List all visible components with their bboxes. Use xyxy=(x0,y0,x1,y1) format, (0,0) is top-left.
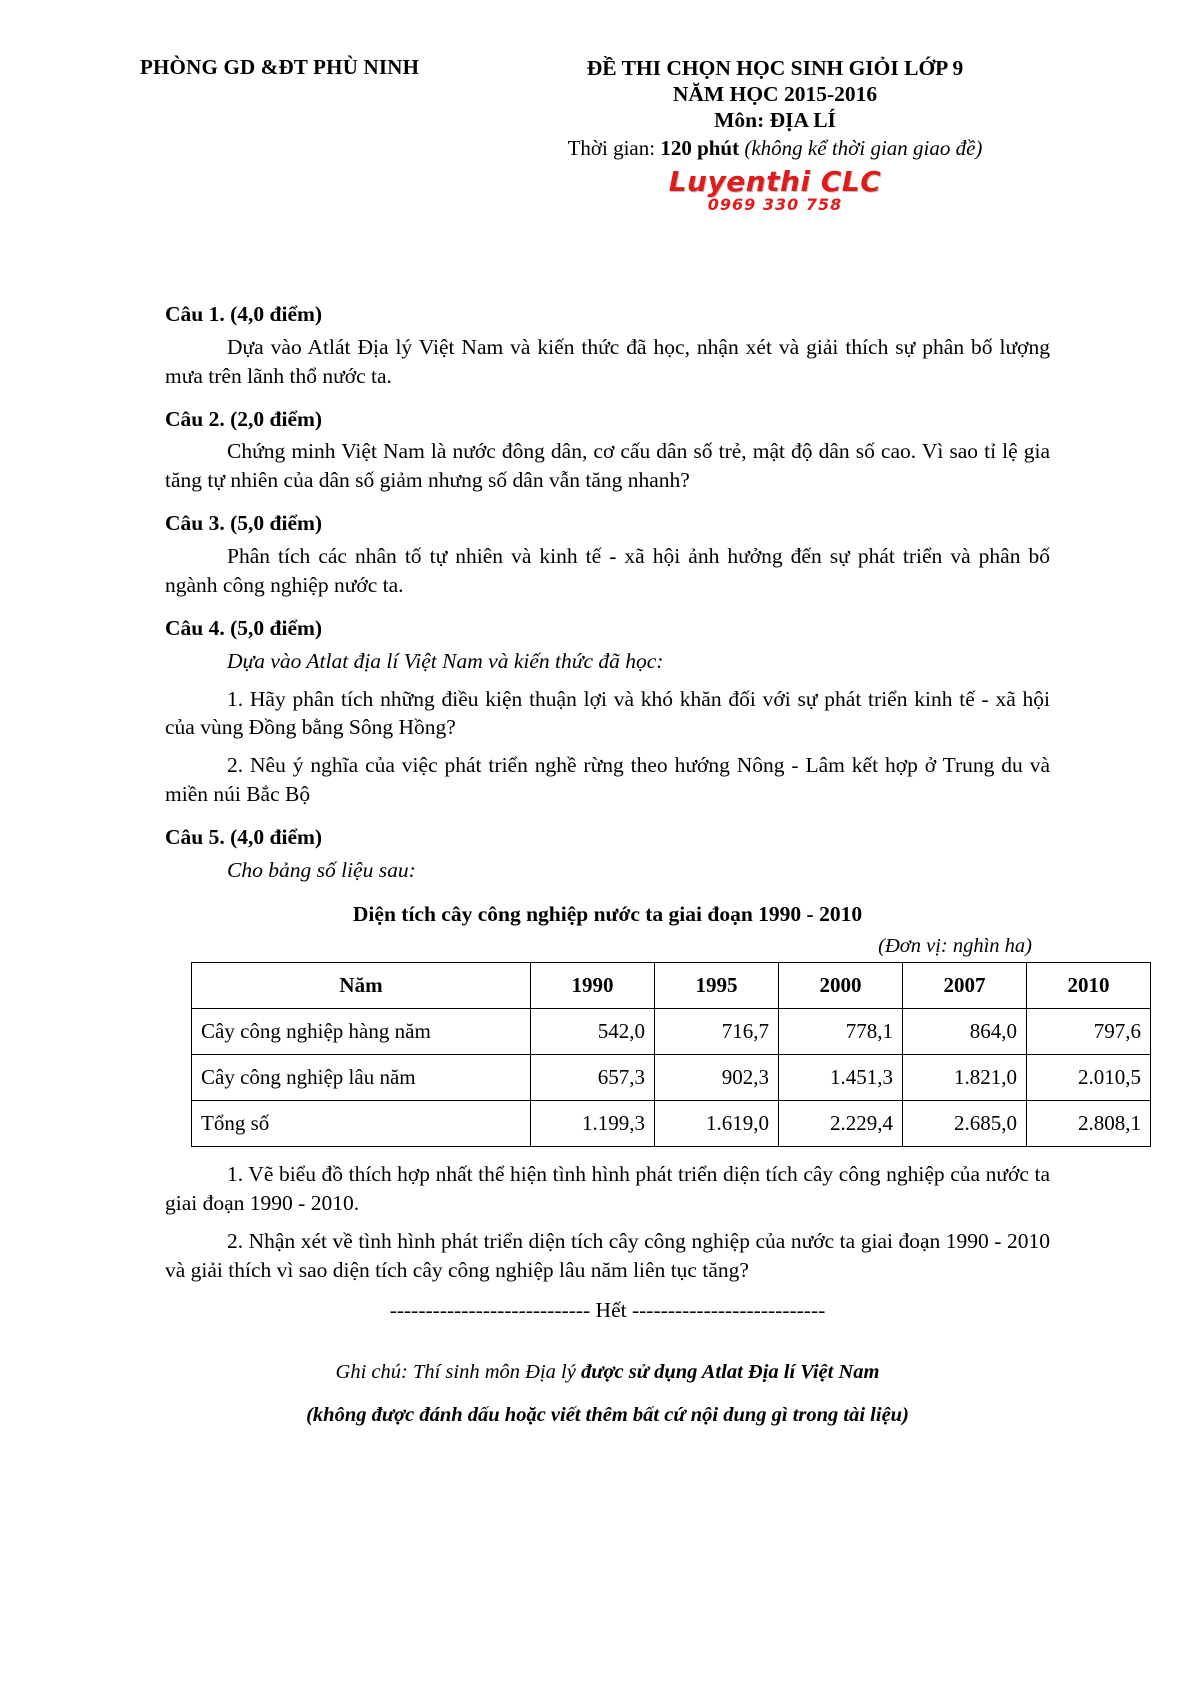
logo-brand-text: Luyenthi CLC xyxy=(668,165,882,198)
footer-note-atlas xyxy=(165,1357,1050,1388)
table-header-year-1990: 1990 xyxy=(531,962,655,1008)
cell-perennial-1995: 902,3 xyxy=(655,1054,779,1100)
logo-phone-number: 0969 330 758 xyxy=(707,195,843,214)
cell-total-1990: 1.199,3 xyxy=(531,1100,655,1146)
cell-total-2007: 2.685,0 xyxy=(903,1100,1027,1146)
question-1-heading: Câu 1. (4,0 điểm) xyxy=(165,302,323,326)
cell-annual-1990: 542,0 xyxy=(531,1008,655,1054)
exam-title-block xyxy=(470,55,1080,162)
data-table-unit: (Đơn vị: nghìn ha) xyxy=(878,934,1032,957)
table-row xyxy=(192,1008,1151,1054)
footer-notes xyxy=(165,1357,1050,1431)
cell-perennial-2010: 2.010,5 xyxy=(1027,1054,1151,1100)
cell-annual-2010: 797,6 xyxy=(1027,1008,1151,1054)
end-of-exam-marker: ---------------------------- Hết --------------------------- xyxy=(389,1298,826,1323)
question-4-heading: Câu 4. (5,0 điểm) xyxy=(165,615,323,640)
cell-total-2000: 2.229,4 xyxy=(779,1100,903,1146)
cell-perennial-2007: 1.821,0 xyxy=(903,1054,1027,1100)
cell-total-2010: 2.808,1 xyxy=(1027,1100,1151,1146)
duration-value: 120 phút xyxy=(660,135,740,160)
question-2-text: Chứng minh Việt Nam là nước đông dân, cơ cấu dân số trẻ, mật độ dân số cao. Vì sao tỉ lệ gia tăng tự nhiên của dân số giảm nhưng số dân vẫn tăng nhanh? xyxy=(165,439,1050,493)
question-5-item-1: 1. Vẽ biểu đồ thích hợp nhất thể hiện tình hình phát triển diện tích cây công nghiệp của nước ta giai đoạn 1990 - 2010. xyxy=(165,1161,1050,1215)
crop-area-table xyxy=(191,962,1151,1147)
exam-body xyxy=(165,300,1141,1431)
table-row xyxy=(192,1100,1151,1146)
question-3-text: Phân tích các nhân tố tự nhiên và kinh tế - xã hội ảnh hưởng đến sự phát triển và phân bố ngành công nghiệp nước ta. xyxy=(165,544,1050,597)
table-header-year-2010: 2010 xyxy=(1027,962,1151,1008)
cell-annual-2007: 864,0 xyxy=(903,1008,1027,1054)
question-5-heading: Câu 5. (4,0 điểm) xyxy=(165,825,323,850)
question-3-heading: Câu 3. (5,0 điểm) xyxy=(165,511,323,536)
row-label-annual-crops: Cây công nghiệp hàng năm xyxy=(192,1008,531,1054)
footer-note-emphasis: được sử dụng Atlat Địa lí Việt Nam xyxy=(580,1361,880,1384)
question-4-item-1: 1. Hãy phân tích những điều kiện thuận lợi và khó khăn đối với sự phát triển kinh tế - xã hội của vùng Đồng bằng Sông Hồng? xyxy=(165,686,1050,740)
school-year: NĂM HỌC 2015-2016 xyxy=(672,82,878,107)
table-header-year-2000: 2000 xyxy=(779,962,903,1008)
footer-note-prefix: Ghi chú: Thí sinh môn Địa lý xyxy=(335,1361,581,1384)
table-header-year-2007: 2007 xyxy=(903,962,1027,1008)
data-table-title: Diện tích cây công nghiệp nước ta giai đoạn 1990 - 2010 xyxy=(352,901,863,926)
cell-annual-1995: 716,7 xyxy=(655,1008,779,1054)
duration-note: (không kể thời gian giao đề) xyxy=(744,135,983,160)
exam-title: ĐỀ THI CHỌN HỌC SINH GIỎI LỚP 9 xyxy=(586,56,964,80)
row-label-perennial-crops: Cây công nghiệp lâu năm xyxy=(192,1054,531,1100)
footer-note-restriction: (không được đánh dấu hoặc viết thêm bất cứ nội dung gì trong tài liệu) xyxy=(306,1404,909,1427)
table-header-row xyxy=(192,962,1151,1008)
question-4-intro: Dựa vào Atlat địa lí Việt Nam và kiến thức đã học: xyxy=(227,648,664,673)
question-4-item-2: 2. Nêu ý nghĩa của việc phát triển nghề rừng theo hướng Nông - Lâm kết hợp ở Trung du và miền núi Bắc Bộ xyxy=(165,753,1050,807)
page-header xyxy=(0,0,1200,214)
cell-total-1995: 1.619,0 xyxy=(655,1100,779,1146)
row-label-total: Tổng số xyxy=(192,1100,531,1146)
duration-label: Thời gian: xyxy=(567,135,656,160)
table-row xyxy=(192,1054,1151,1100)
cell-annual-2000: 778,1 xyxy=(779,1008,903,1054)
table-header-year-1995: 1995 xyxy=(655,962,779,1008)
cell-perennial-1990: 657,3 xyxy=(531,1054,655,1100)
question-1-text: Dựa vào Atlát Địa lý Việt Nam và kiến thức đã học, nhận xét và giải thích sự phân bố lượng mưa trên lãnh thổ nước ta. xyxy=(165,334,1050,388)
question-2-heading: Câu 2. (2,0 điểm) xyxy=(165,406,323,431)
question-5-intro: Cho bảng số liệu sau: xyxy=(227,857,416,882)
table-corner-header: Năm xyxy=(192,962,531,1008)
exam-subject: Môn: ĐỊA LÍ xyxy=(714,108,836,133)
watermark-logo xyxy=(470,165,1080,214)
exam-duration-line xyxy=(470,135,1080,162)
cell-perennial-2000: 1.451,3 xyxy=(779,1054,903,1100)
question-5-item-2: 2. Nhận xét về tình hình phát triển diện tích cây công nghiệp của nước ta giai đoạn 1990 - 2010 và giải thích vì sao diện tích cây công nghiệp lâu năm liên tục tăng? xyxy=(165,1228,1050,1282)
issuing-office: PHÒNG GD &ĐT PHÙ NINH xyxy=(140,55,420,79)
